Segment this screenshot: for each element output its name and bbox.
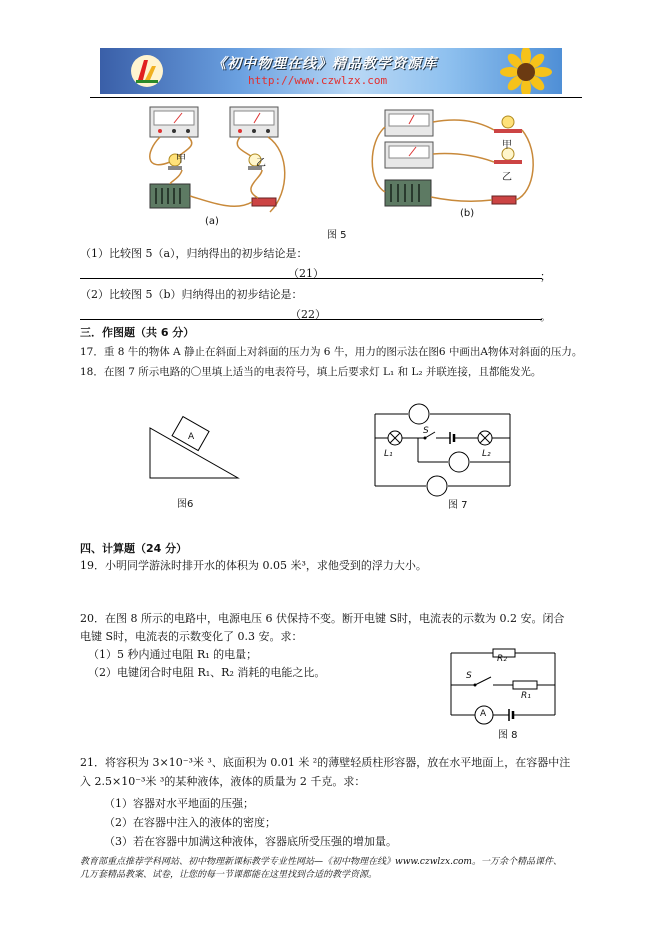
question-20-line2: 电键 S时，电流表的示数变化了 0.3 安。求： [80, 630, 303, 643]
banner-url[interactable]: http://www.czwlzx.com [248, 74, 388, 87]
question-20-line1: 20．在图 8 所示的电路中，电源电压 6 伏保持不变。断开电键 S时，电流表的示数为 0.2 安。闭合 [80, 612, 565, 625]
figure-7-l2-label: L₂ [482, 449, 491, 459]
question-17: 17．重 8 牛的物体 A 静止在斜面上对斜面的压力为 6 牛，用力的图示法在图6 中画出A物体对斜面的压力。 [80, 346, 583, 358]
banner-title: 《初中物理在线》精品教学资源库 [212, 56, 437, 72]
figure-7-l1-label: L₁ [384, 449, 393, 459]
question-21-line1: 21．将容积为 3×10⁻³米 ³、底面积为 0.01 米 ²的薄壁轻质柱形容器，放在水平地面上，在容器中注 [80, 756, 571, 769]
blank-22-end: 。 [540, 310, 551, 323]
site-logo-icon [130, 54, 164, 88]
question-18: 18．在图 7 所示电路的〇里填上适当的电表符号，填上后要求灯 L₁ 和 L₂ 并联连接，且都能发光。 [80, 366, 542, 378]
blank-21-label: （21） [288, 267, 324, 280]
section-3-heading: 三．作图题（共 6 分） [80, 326, 195, 339]
question-20-part2: （2）电键闭合时电阻 R₁、R₂ 消耗的电能之比。 [88, 666, 326, 679]
figure-8-ammeter-label: A [480, 709, 487, 719]
figure-5-lamp-yi-b: 乙 [502, 172, 512, 183]
question-21-part1: （1）容器对水平地面的压强； [104, 797, 254, 810]
figure-5a-label: (a) [205, 216, 219, 227]
figure-5b [372, 110, 533, 206]
figure-5b-label: (b) [460, 208, 475, 219]
question-21-line2: 入 2.5×10⁻³米 ³的某种液体，液体的质量为 2 千克。求： [80, 775, 366, 788]
figure-8-caption: 图 8 [498, 730, 518, 741]
figure-5-caption: 图 5 [327, 230, 347, 241]
sunflower-icon [486, 48, 556, 94]
header-banner [100, 48, 562, 94]
blank-21-end: ； [540, 270, 551, 283]
q16-part2: （2）比较图 5（b）归纳得出的初步结论是： [80, 288, 303, 301]
figure-8-r2-label: R₂ [497, 654, 507, 664]
section-4-heading: 四、计算题（24 分） [80, 542, 188, 555]
blank-22-label: （22） [290, 308, 326, 321]
figure-5-circuits [140, 102, 540, 242]
footer-line1: 教育部重点推荐学科网站、初中物理新课标教学专业性网站—《初中物理在线》www.czwlzx.com。一万余个精品课件、 [80, 857, 562, 867]
figure-8-r1-label: R₁ [521, 691, 531, 701]
q16-part1: （1）比较图 5（a），归纳得出的初步结论是： [80, 247, 308, 260]
figure-6-block-label: A [188, 432, 195, 442]
figure-5-lamp-jia-b: 甲 [502, 140, 512, 151]
figure-6-incline [148, 412, 243, 482]
question-19: 19．小明同学游泳时排开水的体积为 0.05 米³，求他受到的浮力大小。 [80, 559, 427, 572]
figure-7-circuit [370, 398, 520, 498]
figure-6-caption: 图6 [177, 499, 194, 510]
question-21-part2: （2）在容器中注入的液体的密度； [104, 816, 276, 829]
figure-8-switch-label: S [466, 671, 472, 681]
figure-5-lamp-yi-a: 乙 [256, 158, 266, 169]
header-rule [90, 97, 582, 98]
question-20-part1: （1）5 秒内通过电阻 R₁ 的电量； [88, 648, 258, 661]
footer-line2: 几万套精品教案、试卷，让您的每一节课都能在这里找到合适的教学资源。 [80, 870, 378, 880]
question-21-part3: （3）若在容器中加满这种液体，容器底所受压强的增加量。 [104, 835, 397, 848]
figure-7-switch-label: S [423, 426, 429, 436]
figure-5-lamp-jia-a: 甲 [176, 154, 186, 165]
figure-7-caption: 图 7 [448, 500, 468, 511]
